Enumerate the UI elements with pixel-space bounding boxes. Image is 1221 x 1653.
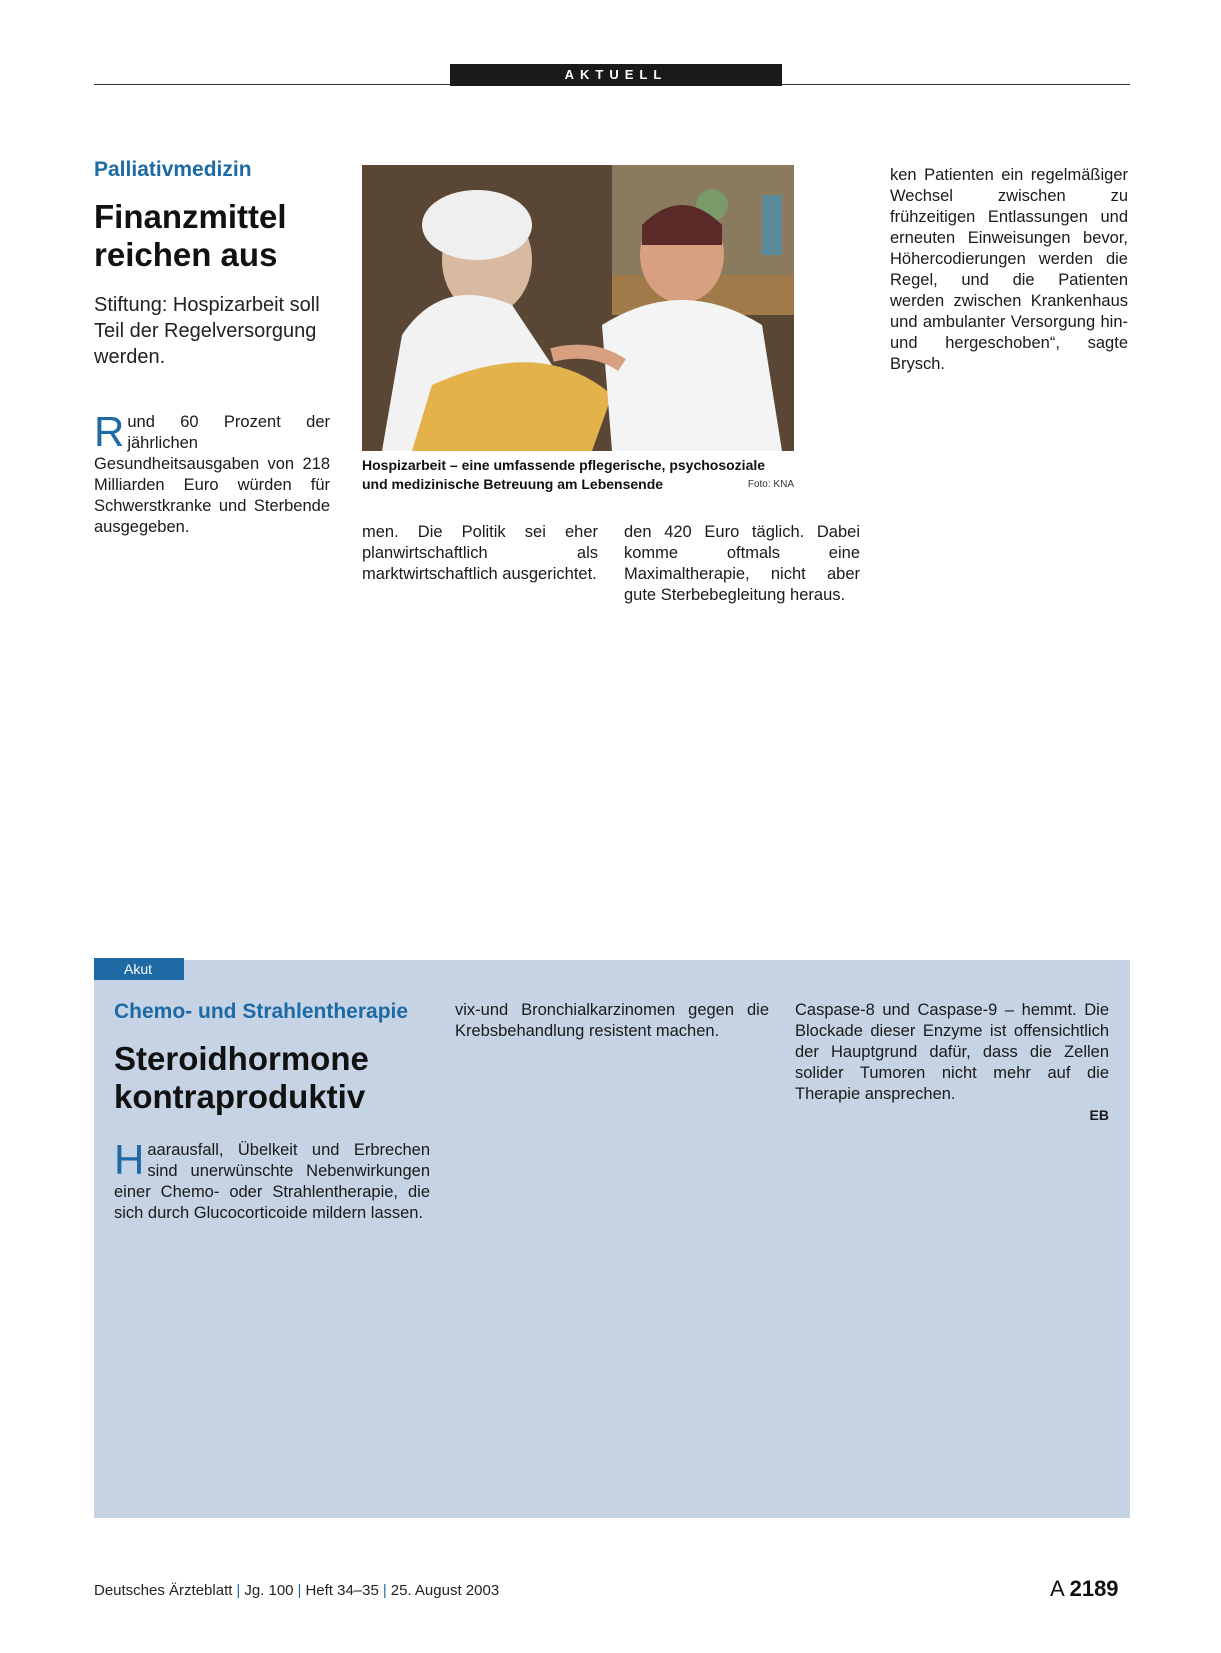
hospice-photo-image	[362, 165, 794, 451]
photo-caption-text: Hospizarbeit – eine umfassende pflegerische, psychosoziale und medizinische Betreuung am Lebensende	[362, 457, 766, 492]
photo-caption	[362, 456, 794, 494]
article2-column-2-p1: vix-und Bronchialkarzinomen gegen die Krebsbehandlung resistent machen.	[455, 1001, 769, 1040]
article1-column-2	[362, 522, 598, 585]
article1-column-4	[890, 165, 1128, 375]
footer-volume: Jg. 100	[244, 1582, 294, 1599]
article1-headline: Finanzmittel reichen aus	[94, 198, 287, 273]
page-number-prefix: A	[1050, 1576, 1064, 1601]
article2-column-3-p1: Caspase-8 und Caspase-9 – hemmt. Die Blockade dieser Enzyme ist offensichtlich der Hauptgrund dafür, dass die Zellen solider Tumoren nicht mehr auf die Therapie ansprechen.	[795, 1001, 1109, 1103]
dropcap: H	[114, 1136, 145, 1183]
page-number-value: 2189	[1069, 1576, 1119, 1601]
article1-subhead: Stiftung: Hospizarbeit soll Teil der Regelversorgung werden.	[94, 294, 320, 368]
footer-separator: |	[382, 1582, 387, 1599]
footer-separator: |	[236, 1582, 241, 1599]
footer-issue: Heft 34–35	[305, 1582, 379, 1599]
article1-column-2-p1: men. Die Politik sei eher planwirtschaftlich als marktwirtschaftlich ausgerichtet.	[362, 523, 598, 583]
article2-kicker: Chemo- und Strahlentherapie	[114, 1000, 409, 1023]
footer-separator: |	[297, 1582, 302, 1599]
article2-column-1	[114, 1136, 430, 1224]
article2-headline: Steroidhormone kontraproduktiv	[114, 1040, 369, 1115]
article2-column-3	[795, 1000, 1109, 1126]
article1-column-3-p1: den 420 Euro täglich. Dabei komme oftmals eine Maximaltherapie, nicht aber gute Sterbebegleitung heraus.	[624, 523, 860, 604]
article2-column-1-text: aarausfall, Übelkeit und Erbrechen sind unerwünschte Nebenwirkungen einer Chemo- oder Strahlentherapie, die sich durch Glucocorticoide mildern lassen.	[114, 1141, 430, 1222]
footer-date: 25. August 2003	[390, 1582, 500, 1599]
footer-journal: Deutsches Ärzteblatt	[94, 1582, 233, 1599]
page-footer	[94, 1582, 499, 1599]
article1-column-3	[624, 522, 860, 606]
akut-tag: Akut	[94, 958, 184, 980]
author-signoff: EB	[1089, 1107, 1109, 1123]
article1-kicker: Palliativmedizin	[94, 158, 252, 181]
page-number	[1050, 1576, 1119, 1602]
article1-column-4-p1: ken Patienten ein regelmäßiger Wechsel zwischen zu frühzeitigen Entlassungen und erneuten Einweisungen bevor, Höhercodierungen werden die Regel, und die Patienten werden zwischen Krankenhaus und ambulanter Versorgung hin- und hergeschoben“, sagte Brysch.	[890, 166, 1128, 373]
hospice-photo	[362, 165, 794, 451]
section-label: AKTUELL	[450, 64, 782, 86]
article1-column-1-text: und 60 Prozent der jährlichen Gesundheitsausgaben von 218 Milliarden Euro würden für Schwerstkranke und Sterbende ausgegeben.	[94, 413, 330, 536]
article1-column-1	[94, 408, 330, 538]
dropcap: R	[94, 408, 125, 455]
photo-credit: Foto: KNA	[747, 479, 794, 490]
article2-column-2	[455, 1000, 769, 1042]
